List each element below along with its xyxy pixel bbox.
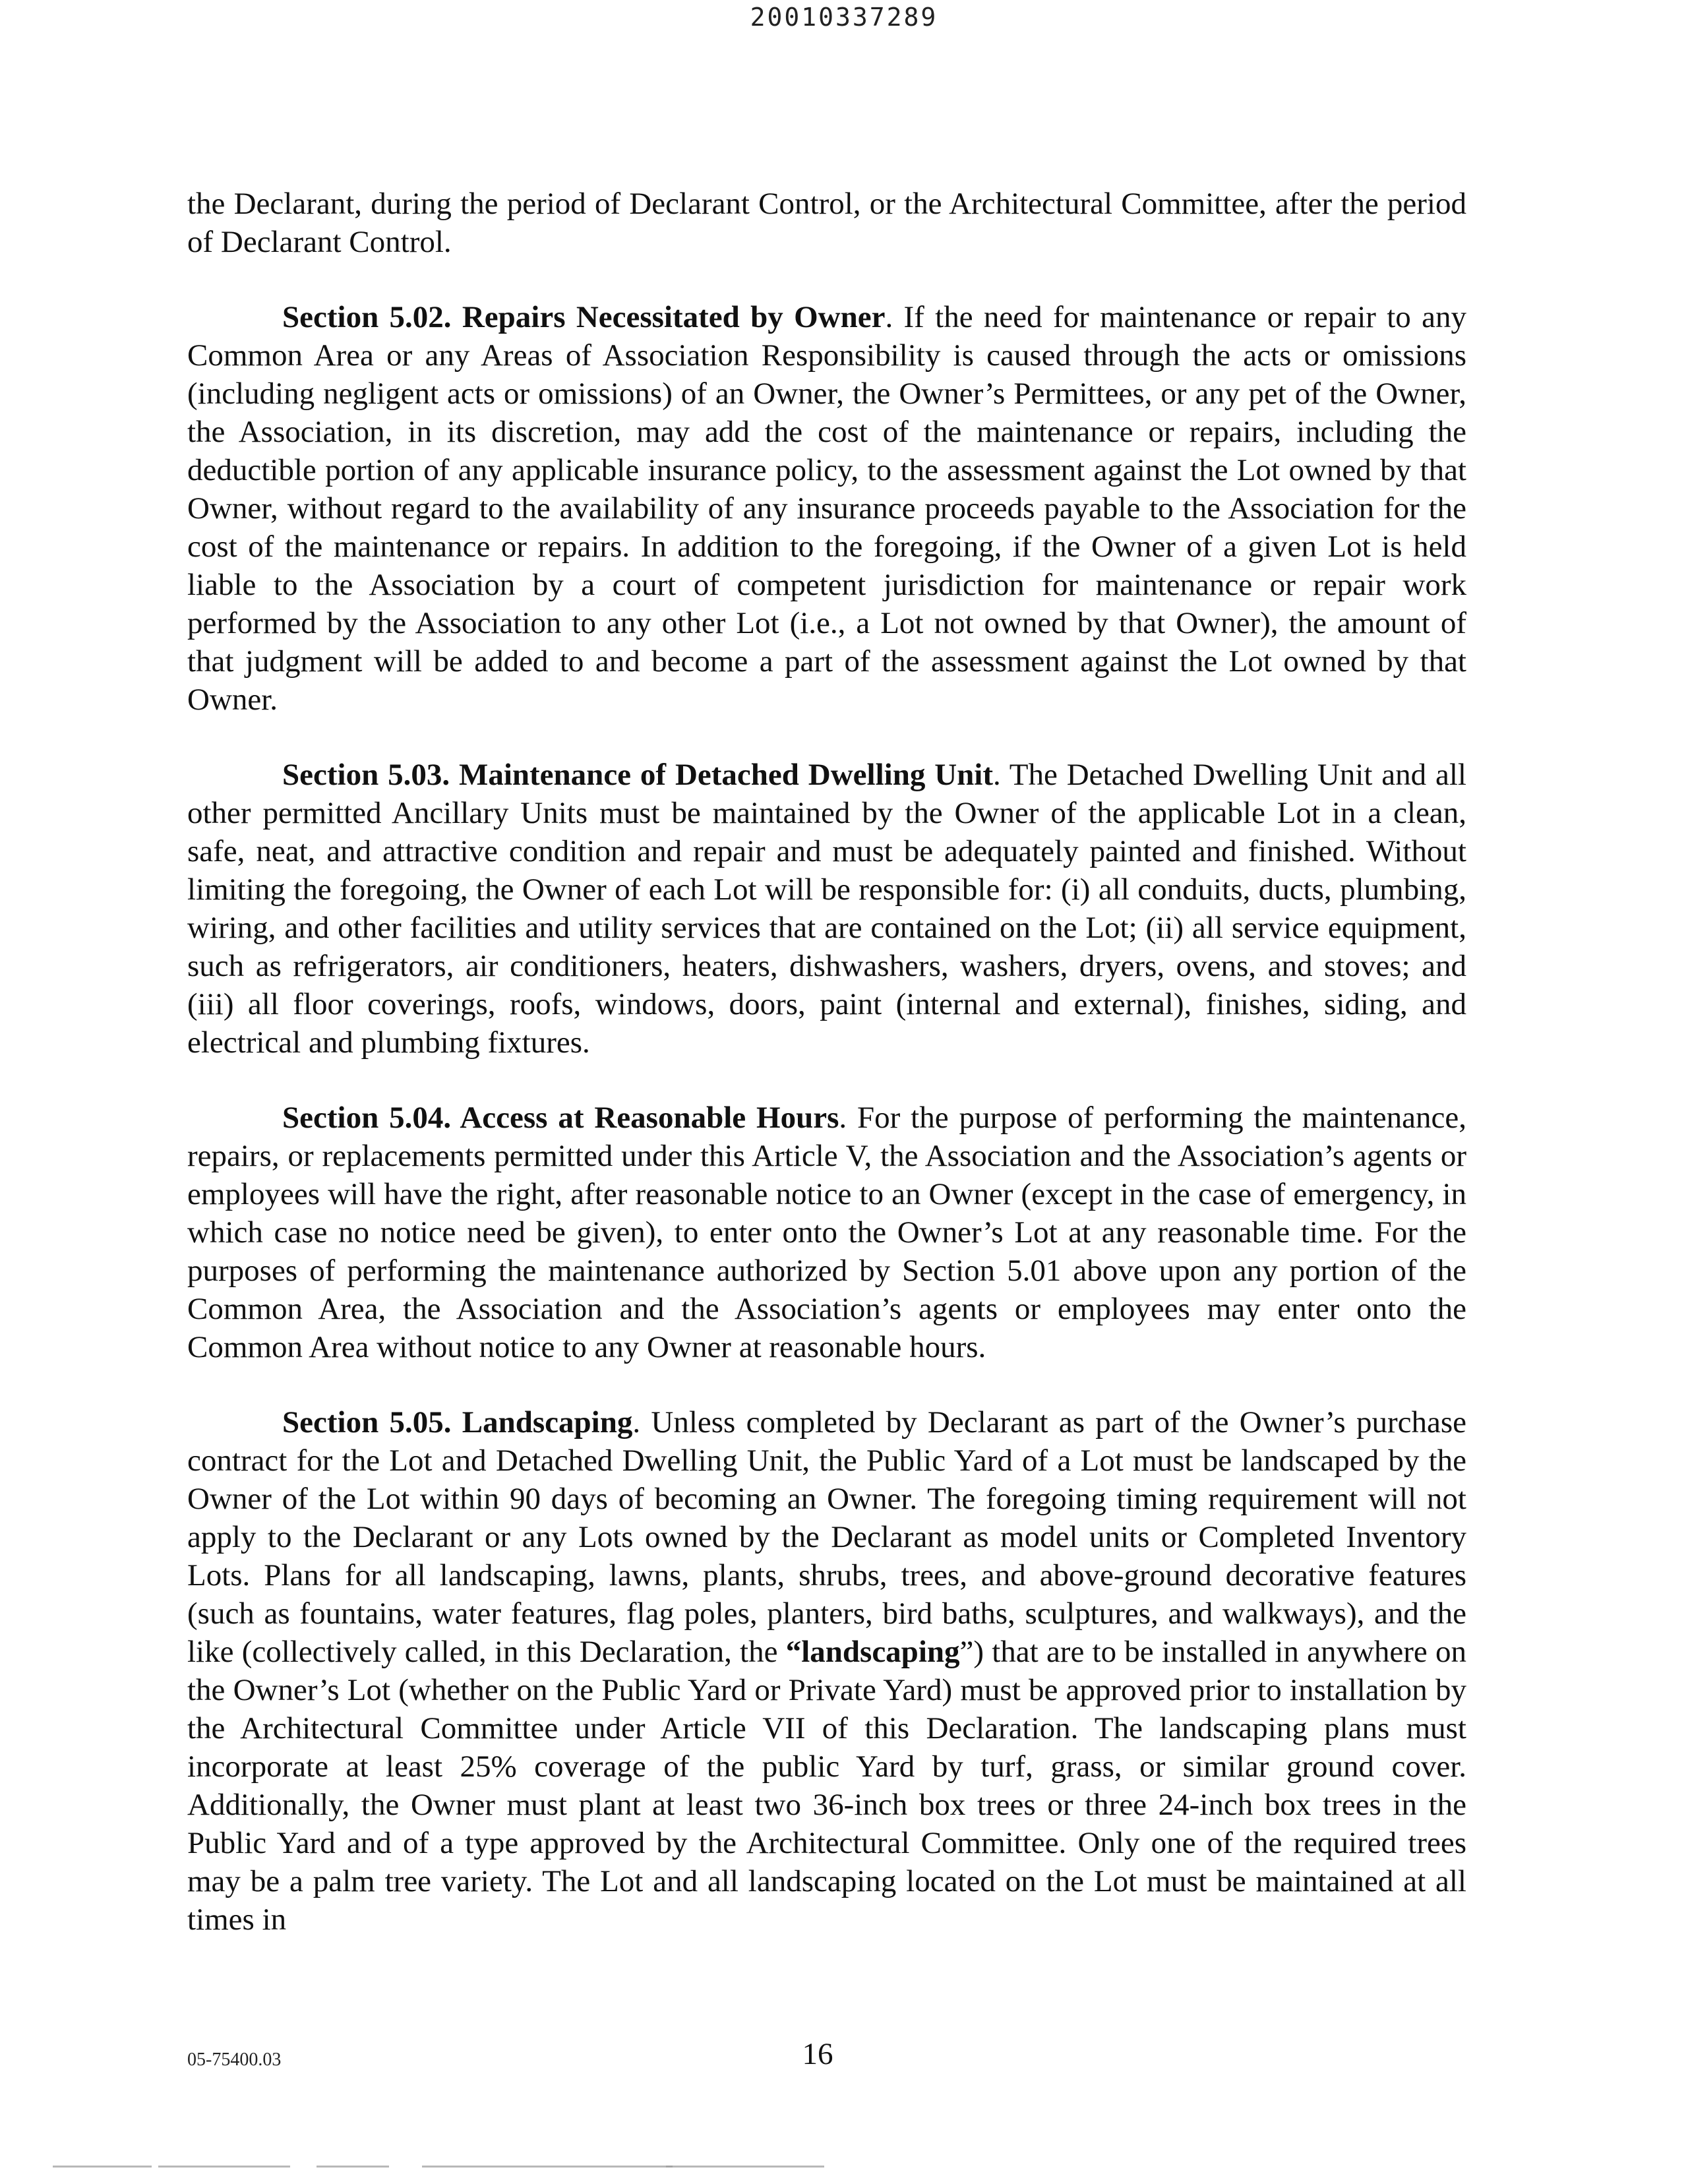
section-heading: Section 5.02. Repairs Necessitated by Owner <box>282 300 886 334</box>
scan-artifact-line <box>316 2166 389 2168</box>
section-text: . For the purpose of performing the maintenance, repairs, or replacements permitted under this Article V, the Association and the Association’s agents or employees will have the right, after reasonable notice to an Owner (except in the case of emergency, in which case no notice need be given), to enter onto the Owner’s Lot at any reasonable time. For the purposes of performing the maintenance authorized by Section 5.01 above upon any portion of the Common Area, the Association and the Association’s agents or employees may enter onto the Common Area without notice to any Owner at reasonable hours. <box>187 1101 1466 1364</box>
section-text-continued: ”) that are to be installed in anywhere on the Owner’s Lot (whether on the Public Yard or Private Yard) must be approved prior to installation by the Architectural Committee under Article VII of this Declaration. The landscaping plans must incorporate at least 25% coverage of the public Yard by turf, grass, or similar ground cover. Additionally, the Owner must plant at least two 36-inch box trees or three 24-inch box trees in the Public Yard and of a type approved by the Architectural Committee. Only one of the required trees may be a palm tree variety. The Lot and all landscaping located on the Lot must be maintained at all times in <box>187 1635 1467 1937</box>
document-body <box>187 185 1466 1976</box>
scan-artifact-line <box>158 2166 290 2168</box>
defined-term: “landscaping <box>785 1635 960 1669</box>
paragraph-continuation <box>187 185 1466 261</box>
section-text: . If the need for maintenance or repair to any Common Area or any Areas of Association Responsibility is caused through the acts or omissions (including negligent acts or omissions) of an Owner, the Owner’s Permittees, or any pet of the Owner, the Association, in its discretion, may add the cost of the maintenance or repairs, including the deductible portion of any applicable insurance policy, to the assessment against the Lot owned by that Owner, without regard to the availability of any insurance proceeds payable to the Association for the cost of the maintenance or repairs. In addition to the foregoing, if the Owner of a given Lot is held liable to the Association by a court of competent jurisdiction for maintenance or repair work performed by the Association to any other Lot (i.e., a Lot not owned by that Owner), the amount of that judgment will be added to and become a part of the assessment against the Lot owned by that Owner. <box>187 300 1466 717</box>
section-heading: Section 5.03. Maintenance of Detached Dwelling Unit <box>282 758 993 792</box>
section-5-04 <box>187 1099 1466 1366</box>
page-number: 16 <box>802 2037 833 2071</box>
document-number: 20010337289 <box>750 3 938 32</box>
section-heading: Section 5.05. Landscaping <box>282 1405 633 1440</box>
section-heading: Section 5.04. Access at Reasonable Hours <box>282 1101 839 1135</box>
scan-artifact-line <box>422 2166 673 2168</box>
section-text: . Unless completed by Declarant as part of the Owner’s purchase contract for the Lot and Detached Dwelling Unit, the Public Yard of a Lot must be landscaped by the Owner of the Lot within 90 days of becoming an Owner. The foregoing timing requirement will not apply to the Declarant or any Lots owned by the Declarant as model units or Completed Inventory Lots. Plans for all landscaping, lawns, plants, shrubs, trees, and above-ground decorative features (such as fountains, water features, flag poles, planters, bird baths, sculptures, and walkways), and the like (collectively called, in this Declaration, the <box>187 1405 1466 1669</box>
section-5-05 <box>187 1403 1466 1939</box>
section-text: . The Detached Dwelling Unit and all other permitted Ancillary Units must be maintained by the Owner of the applicable Lot in a clean, safe, neat, and attractive condition and repair and must be adequately painted and finished. Without limiting the foregoing, the Owner of each Lot will be responsible for: (i) all conduits, ducts, plumbing, wiring, and other facilities and utility services that are contained on the Lot; (ii) all service equipment, such as refrigerators, air conditioners, heaters, dishwashers, washers, dryers, ovens, and stoves; and (iii) all floor coverings, roofs, windows, doors, paint (internal and external), finishes, siding, and electrical and plumbing fixtures. <box>187 758 1466 1060</box>
section-5-03 <box>187 756 1466 1062</box>
footer-document-code: 05-75400.03 <box>187 2049 282 2070</box>
paragraph-text: the Declarant, during the period of Declarant Control, or the Architectural Committee, after the period of Declarant Control. <box>187 187 1466 259</box>
scan-artifact-line <box>666 2166 824 2168</box>
section-5-02 <box>187 298 1466 719</box>
scan-artifact-line <box>53 2166 152 2168</box>
